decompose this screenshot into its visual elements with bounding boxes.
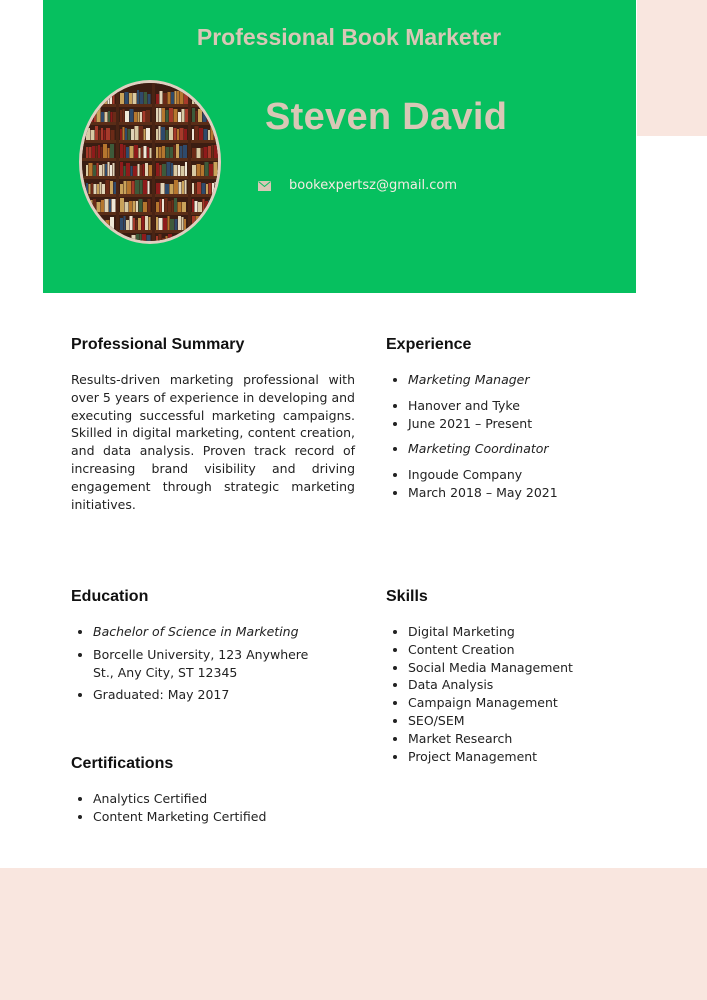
list-item: Bachelor of Science in Marketing <box>71 623 331 641</box>
bookshelf-image <box>82 83 221 244</box>
resume-header <box>43 0 636 293</box>
job-title: Professional Book Marketer <box>196 24 502 50</box>
education-heading: Education <box>71 588 149 605</box>
list-item: Data Analysis <box>386 676 676 694</box>
list-item: Market Research <box>386 730 676 748</box>
experience-heading: Experience <box>386 336 472 353</box>
summary-heading: Professional Summary <box>71 336 245 353</box>
list-item: Social Media Management <box>386 659 676 677</box>
list-item: Graduated: May 2017 <box>71 686 331 704</box>
list-item: Project Management <box>386 748 676 766</box>
skills-heading: Skills <box>386 588 428 605</box>
list-item: Hanover and Tyke <box>386 397 676 415</box>
list-item: March 2018 – May 2021 <box>386 484 676 502</box>
summary-text: Results-driven marketing professional with over 5 years of experience in developing and executing successful marketing campaigns. Skilled in digital marketing, content creation, and data analysis. Proven track record of increasing brand visibility and driving engagement through strategic marketing initiatives. <box>71 372 355 512</box>
list-item: SEO/SEM <box>386 712 676 730</box>
list-item: Content Creation <box>386 641 676 659</box>
list-item: June 2021 – Present <box>386 415 676 433</box>
email-address[interactable]: bookexpertsz@gmail.com <box>289 178 457 193</box>
full-name: Steven David <box>265 96 508 138</box>
list-item: Marketing Coordinator <box>386 440 676 458</box>
education-list <box>71 623 331 704</box>
email-row[interactable] <box>258 178 457 193</box>
decorative-footer-band <box>0 868 707 1000</box>
list-item: Campaign Management <box>386 694 676 712</box>
decorative-corner-block <box>637 0 707 136</box>
list-item: Ingoude Company <box>386 466 676 484</box>
skills-list <box>386 623 676 765</box>
list-item: Marketing Manager <box>386 371 676 389</box>
list-item: Borcelle University, 123 Anywhere St., Any City, ST 12345 <box>71 646 331 682</box>
list-item: Content Marketing Certified <box>71 808 351 826</box>
certifications-heading: Certifications <box>71 755 174 772</box>
list-item: Analytics Certified <box>71 790 351 808</box>
mail-icon <box>258 181 271 191</box>
experience-list <box>386 371 676 502</box>
list-item: Digital Marketing <box>386 623 676 641</box>
profile-photo <box>79 80 221 244</box>
certifications-list <box>71 790 351 826</box>
